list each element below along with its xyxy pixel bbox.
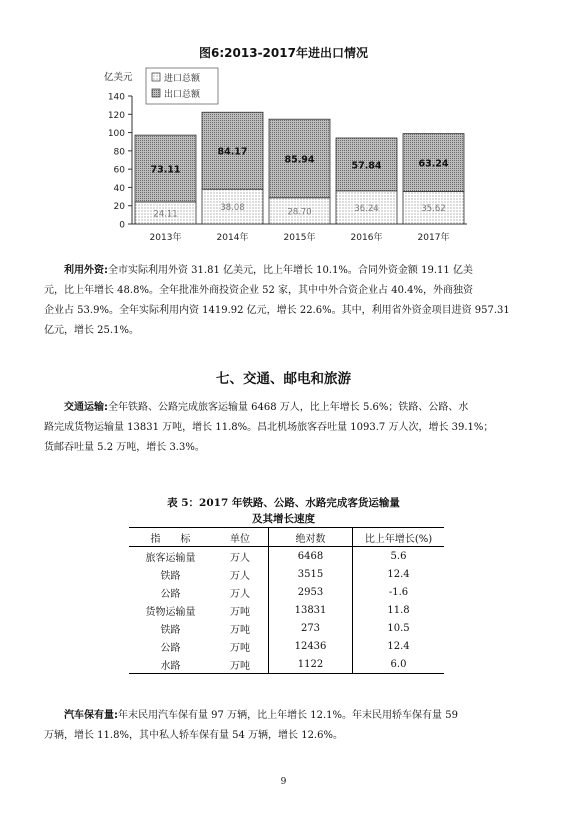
legend-swatch-export	[152, 89, 160, 97]
y-tick-label: 40	[113, 183, 125, 194]
cell-growth: 12.4	[387, 640, 410, 652]
investment-line: 全市实际利用外资 31.81 亿美元，比上年增长 10.1%。合同外资金额 19.11 亿美	[108, 265, 473, 276]
table-row	[129, 655, 444, 674]
investment-line: 亿元，增长 25.1%。	[44, 325, 139, 336]
investment-line: 元，比上年增长 48.8%。全年批准外商投资企业 52 家，其中中外合资企业占 40.4%，外商独资	[44, 285, 473, 296]
export-value-label: 85.94	[284, 154, 315, 166]
cell-growth: 6.0	[390, 658, 407, 670]
cell-growth: -1.6	[388, 586, 409, 598]
cell-indicator: 水路	[160, 660, 181, 672]
investment-label: 利用外资:	[64, 265, 108, 276]
x-tick-label: 2017年	[417, 233, 450, 243]
export-value-label: 57.84	[351, 160, 382, 172]
import-value-label: 38.08	[220, 203, 245, 214]
cell-indicator: 货物运输量	[145, 606, 196, 618]
table-row	[129, 637, 444, 655]
y-tick-label: 60	[113, 165, 125, 176]
table-header-row	[129, 528, 444, 547]
header-growth: 比上年增长(%)	[364, 533, 433, 545]
page-number: 9	[280, 777, 287, 787]
import-value-label: 36.24	[354, 203, 379, 214]
import-value-label: 24.11	[153, 209, 178, 220]
investment-line: 企业占 53.9%。全年实际利用内资 1419.92 亿元，增长 22.6%。其中，利用省外资金项目进资 957.31	[44, 305, 510, 316]
cell-unit: 万吨	[230, 606, 250, 618]
y-axis-label: 亿美元	[104, 72, 133, 83]
cell-absolute: 12436	[269, 637, 353, 655]
cell-unit: 万吨	[230, 660, 250, 672]
import-export-chart	[0, 0, 567, 260]
cell-absolute: 273	[269, 619, 353, 637]
x-tick-label: 2015年	[283, 233, 316, 243]
cell-absolute: 2953	[269, 583, 353, 601]
legend-swatch-import	[152, 73, 160, 81]
table-row	[129, 601, 444, 619]
y-tick-label: 80	[113, 147, 125, 158]
cell-absolute: 13831	[269, 601, 353, 619]
import-value-label: 35.62	[421, 204, 446, 215]
cell-unit: 万吨	[230, 624, 250, 636]
y-tick-label: 20	[113, 202, 125, 213]
cell-absolute: 1122	[269, 655, 353, 674]
export-value-label: 84.17	[217, 146, 248, 158]
header-indicator: 指 标	[150, 533, 191, 545]
table-row	[129, 565, 444, 583]
export-value-label: 73.11	[150, 164, 181, 176]
y-tick-label: 120	[107, 110, 125, 121]
table-subtitle: 及其增长速度	[252, 513, 315, 525]
cell-unit: 万人	[230, 588, 250, 600]
cell-indicator: 公路	[160, 588, 181, 600]
cell-growth: 10.5	[387, 622, 410, 634]
legend-label-export: 出口总额	[164, 90, 201, 100]
table-row	[129, 547, 444, 566]
header-unit: 单位	[230, 533, 250, 545]
vehicles-label: 汽车保有量:	[64, 710, 118, 721]
transport-label: 交通运输:	[64, 402, 108, 413]
y-tick-label: 0	[119, 220, 125, 231]
header-absolute: 绝对数	[269, 528, 353, 547]
section-heading: 七、交通、邮电和旅游	[216, 371, 351, 387]
cell-unit: 万人	[230, 570, 250, 582]
table-title: 表 5：2017 年铁路、公路、水路完成客货运输量	[167, 497, 400, 509]
cell-indicator: 旅客运输量	[145, 552, 196, 564]
x-tick-label: 2016年	[350, 233, 383, 243]
cell-indicator: 铁路	[160, 570, 181, 582]
y-tick-label: 100	[107, 129, 125, 140]
chart-title: 图6:2013-2017年进出口情况	[199, 46, 368, 60]
cell-indicator: 铁路	[160, 624, 181, 636]
cell-growth: 5.6	[390, 550, 407, 562]
vehicles-paragraph	[44, 706, 528, 746]
cell-indicator: 公路	[160, 642, 181, 654]
transport-line: 全年铁路、公路完成旅客运输量 6468 万人，比上年增长 5.6%；铁路、公路、水	[108, 402, 469, 413]
import-value-label: 28.70	[287, 207, 312, 218]
cell-growth: 12.4	[387, 568, 410, 580]
y-tick-label: 140	[107, 92, 125, 103]
x-tick-label: 2013年	[149, 233, 182, 243]
cell-absolute: 6468	[269, 547, 353, 566]
transport-line: 货邮吞吐量 5.2 万吨，增长 3.3%。	[44, 442, 205, 453]
export-value-label: 63.24	[418, 158, 449, 170]
transport-table	[129, 527, 444, 674]
investment-paragraph	[44, 261, 528, 341]
vehicles-line: 万辆，增长 11.8%，其中私人轿车保有量 54 万辆，增长 12.6%。	[44, 730, 343, 741]
cell-growth: 11.8	[387, 604, 410, 616]
x-tick-label: 2014年	[216, 233, 249, 243]
legend-label-import: 进口总额	[164, 74, 201, 84]
table-row	[129, 583, 444, 601]
cell-unit: 万吨	[230, 642, 250, 654]
cell-unit: 万人	[230, 552, 250, 564]
transport-line: 路完成货物运输量 13831 万吨，增长 11.8%。昌北机场旅客吞吐量 1093.7 万人次，增长 39.1%；	[44, 422, 494, 433]
transport-paragraph	[44, 398, 528, 458]
vehicles-line: 年末民用汽车保有量 97 万辆，比上年增长 12.1%。年末民用轿车保有量 59	[118, 710, 458, 721]
table-row	[129, 619, 444, 637]
cell-absolute: 3515	[269, 565, 353, 583]
